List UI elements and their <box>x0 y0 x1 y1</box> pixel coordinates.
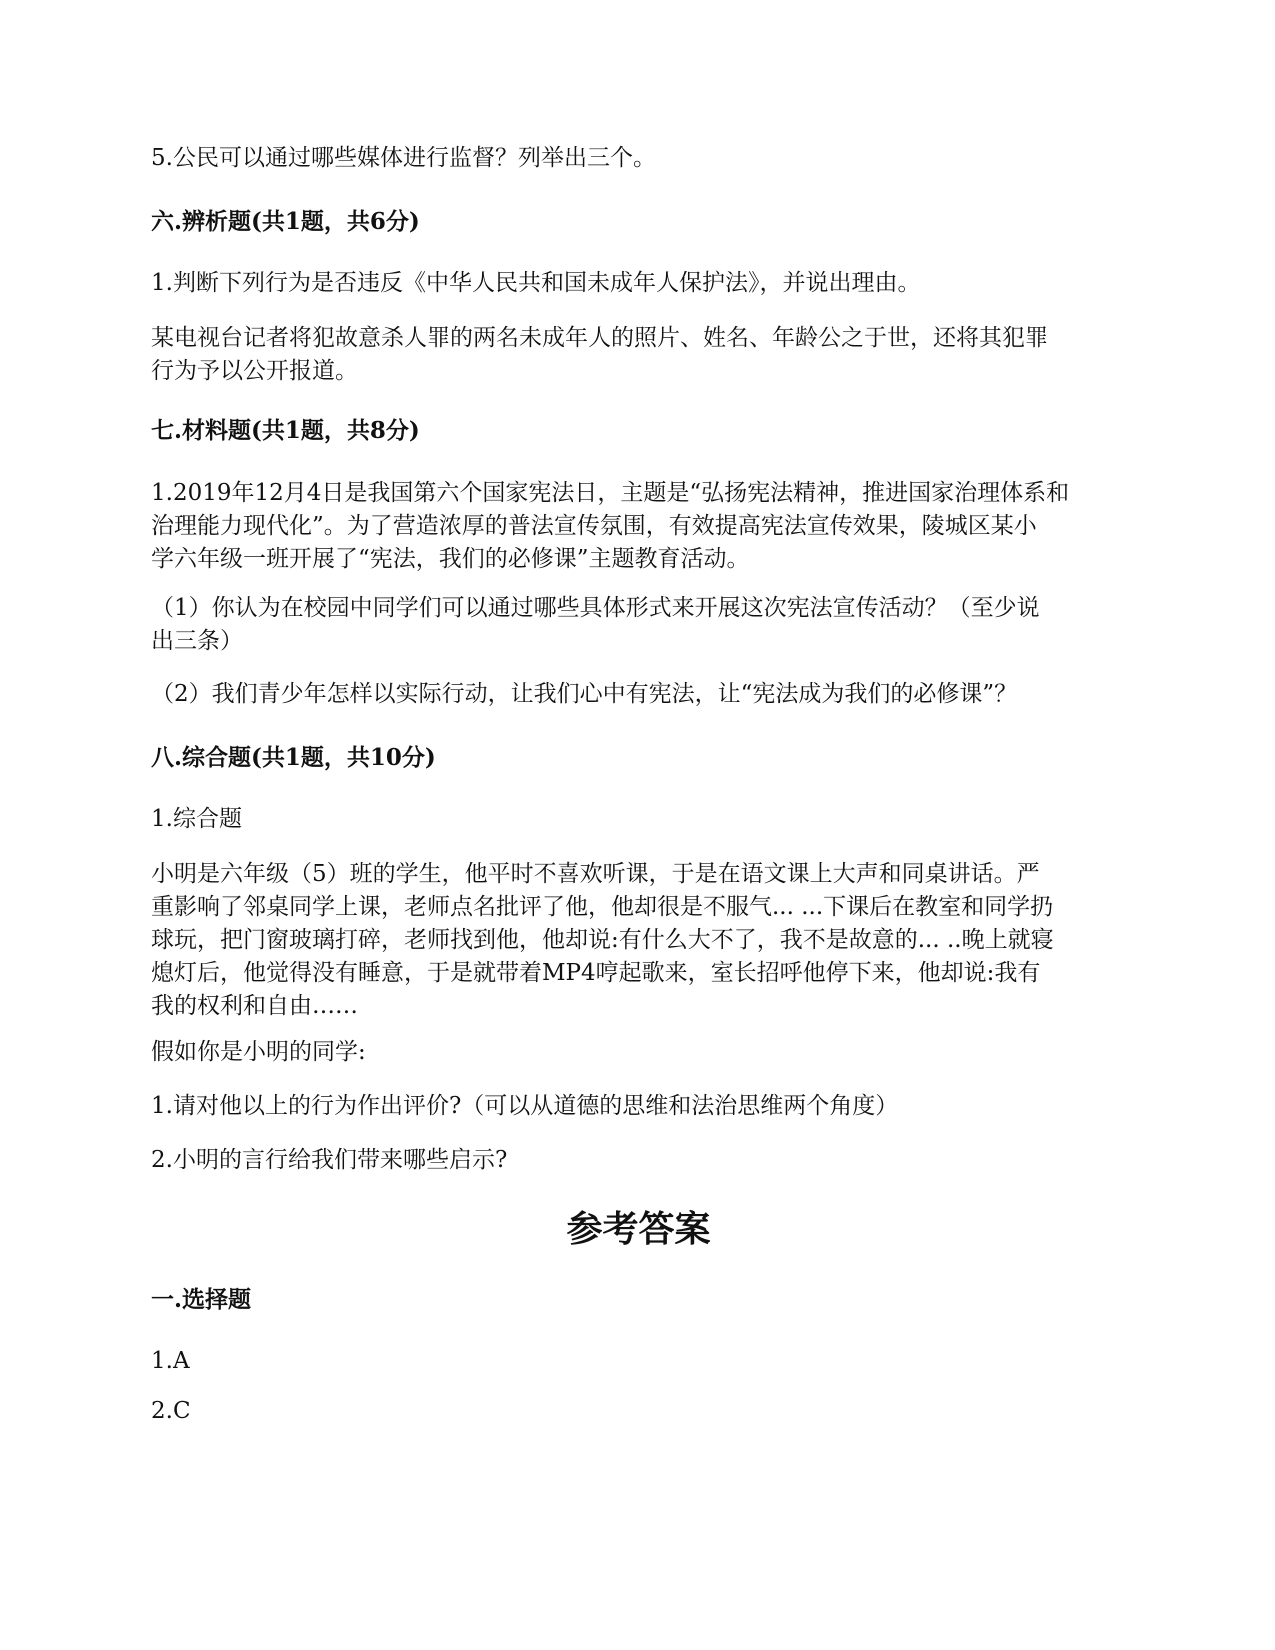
section-6-question-1: 1.判断下列行为是否违反《中华人民共和国未成年人保护法》，并说出理由。 <box>151 270 921 296</box>
material-line: 行为予以公开报道。 <box>151 358 358 384</box>
story-line: 重影响了邻桌同学上课，老师点名批评了他，他却很是不服气... ...下课后在教室和同学扔 <box>151 894 1054 920</box>
section-8-task-1: 1.请对他以上的行为作出评价?（可以从道德的思维和法治思维两个角度） <box>151 1093 899 1119</box>
question-line: 学六年级一班开展了“宪法，我们的必修课”主题教育活动。 <box>151 546 750 572</box>
section-6-heading: 六.辨析题(共1题，共6分) <box>151 208 420 235</box>
section-6-material <box>151 322 1126 388</box>
section-7-heading: 七.材料题(共1题，共8分) <box>151 417 420 444</box>
story-line: 球玩，把门窗玻璃打碎，老师找到他，他却说:有什么大不了，我不是故意的... ..晚上就寝 <box>151 927 1054 953</box>
section-8-question-1: 1.综合题 <box>151 806 242 832</box>
section-7-sub-question-2: （2）我们青少年怎样以实际行动，让我们心中有宪法，让“宪法成为我们的必修课”？ <box>151 681 1018 707</box>
material-line: 某电视台记者将犯故意杀人罪的两名未成年人的照片、姓名、年龄公之于世，还将其犯罪 <box>151 325 1048 351</box>
section-8-prompt: 假如你是小明的同学: <box>151 1039 366 1065</box>
answer-2: 2.C <box>151 1398 191 1424</box>
story-line: 熄灯后，他觉得没有睡意，于是就带着MP4哼起歌来，室长招呼他停下来，他却说:我有 <box>151 960 1041 986</box>
sub-question-line: 出三条） <box>151 628 243 654</box>
section-8-task-2: 2.小明的言行给我们带来哪些启示? <box>151 1147 508 1173</box>
sub-question-line: （1）你认为在校园中同学们可以通过哪些具体形式来开展这次宪法宣传活动？（至少说 <box>151 595 1040 621</box>
answers-section-1-heading: 一.选择题 <box>151 1286 252 1313</box>
answer-1: 1.A <box>151 1348 190 1374</box>
answers-title: 参考答案 <box>566 1208 711 1250</box>
section-8-heading: 八.综合题(共1题，共10分) <box>151 744 436 771</box>
question-line: 治理能力现代化”。为了营造浓厚的普法宣传氛围，有效提高宪法宣传效果，陵城区某小 <box>151 513 1037 539</box>
section-7-sub-question-1 <box>151 592 1126 658</box>
section-7-question-1 <box>151 477 1126 576</box>
section-8-story <box>151 858 1126 1023</box>
story-line: 小明是六年级（5）班的学生，他平时不喜欢听课，于是在语文课上大声和同桌讲话。严 <box>151 861 1040 887</box>
question-5-5: 5.公民可以通过哪些媒体进行监督？列举出三个。 <box>151 145 656 171</box>
question-line: 1.2019年12月4日是我国第六个国家宪法日，主题是“弘扬宪法精神，推进国家治理体系和 <box>151 480 1070 506</box>
story-line: 我的权利和自由…… <box>151 993 358 1019</box>
document-page <box>151 0 1131 1650</box>
